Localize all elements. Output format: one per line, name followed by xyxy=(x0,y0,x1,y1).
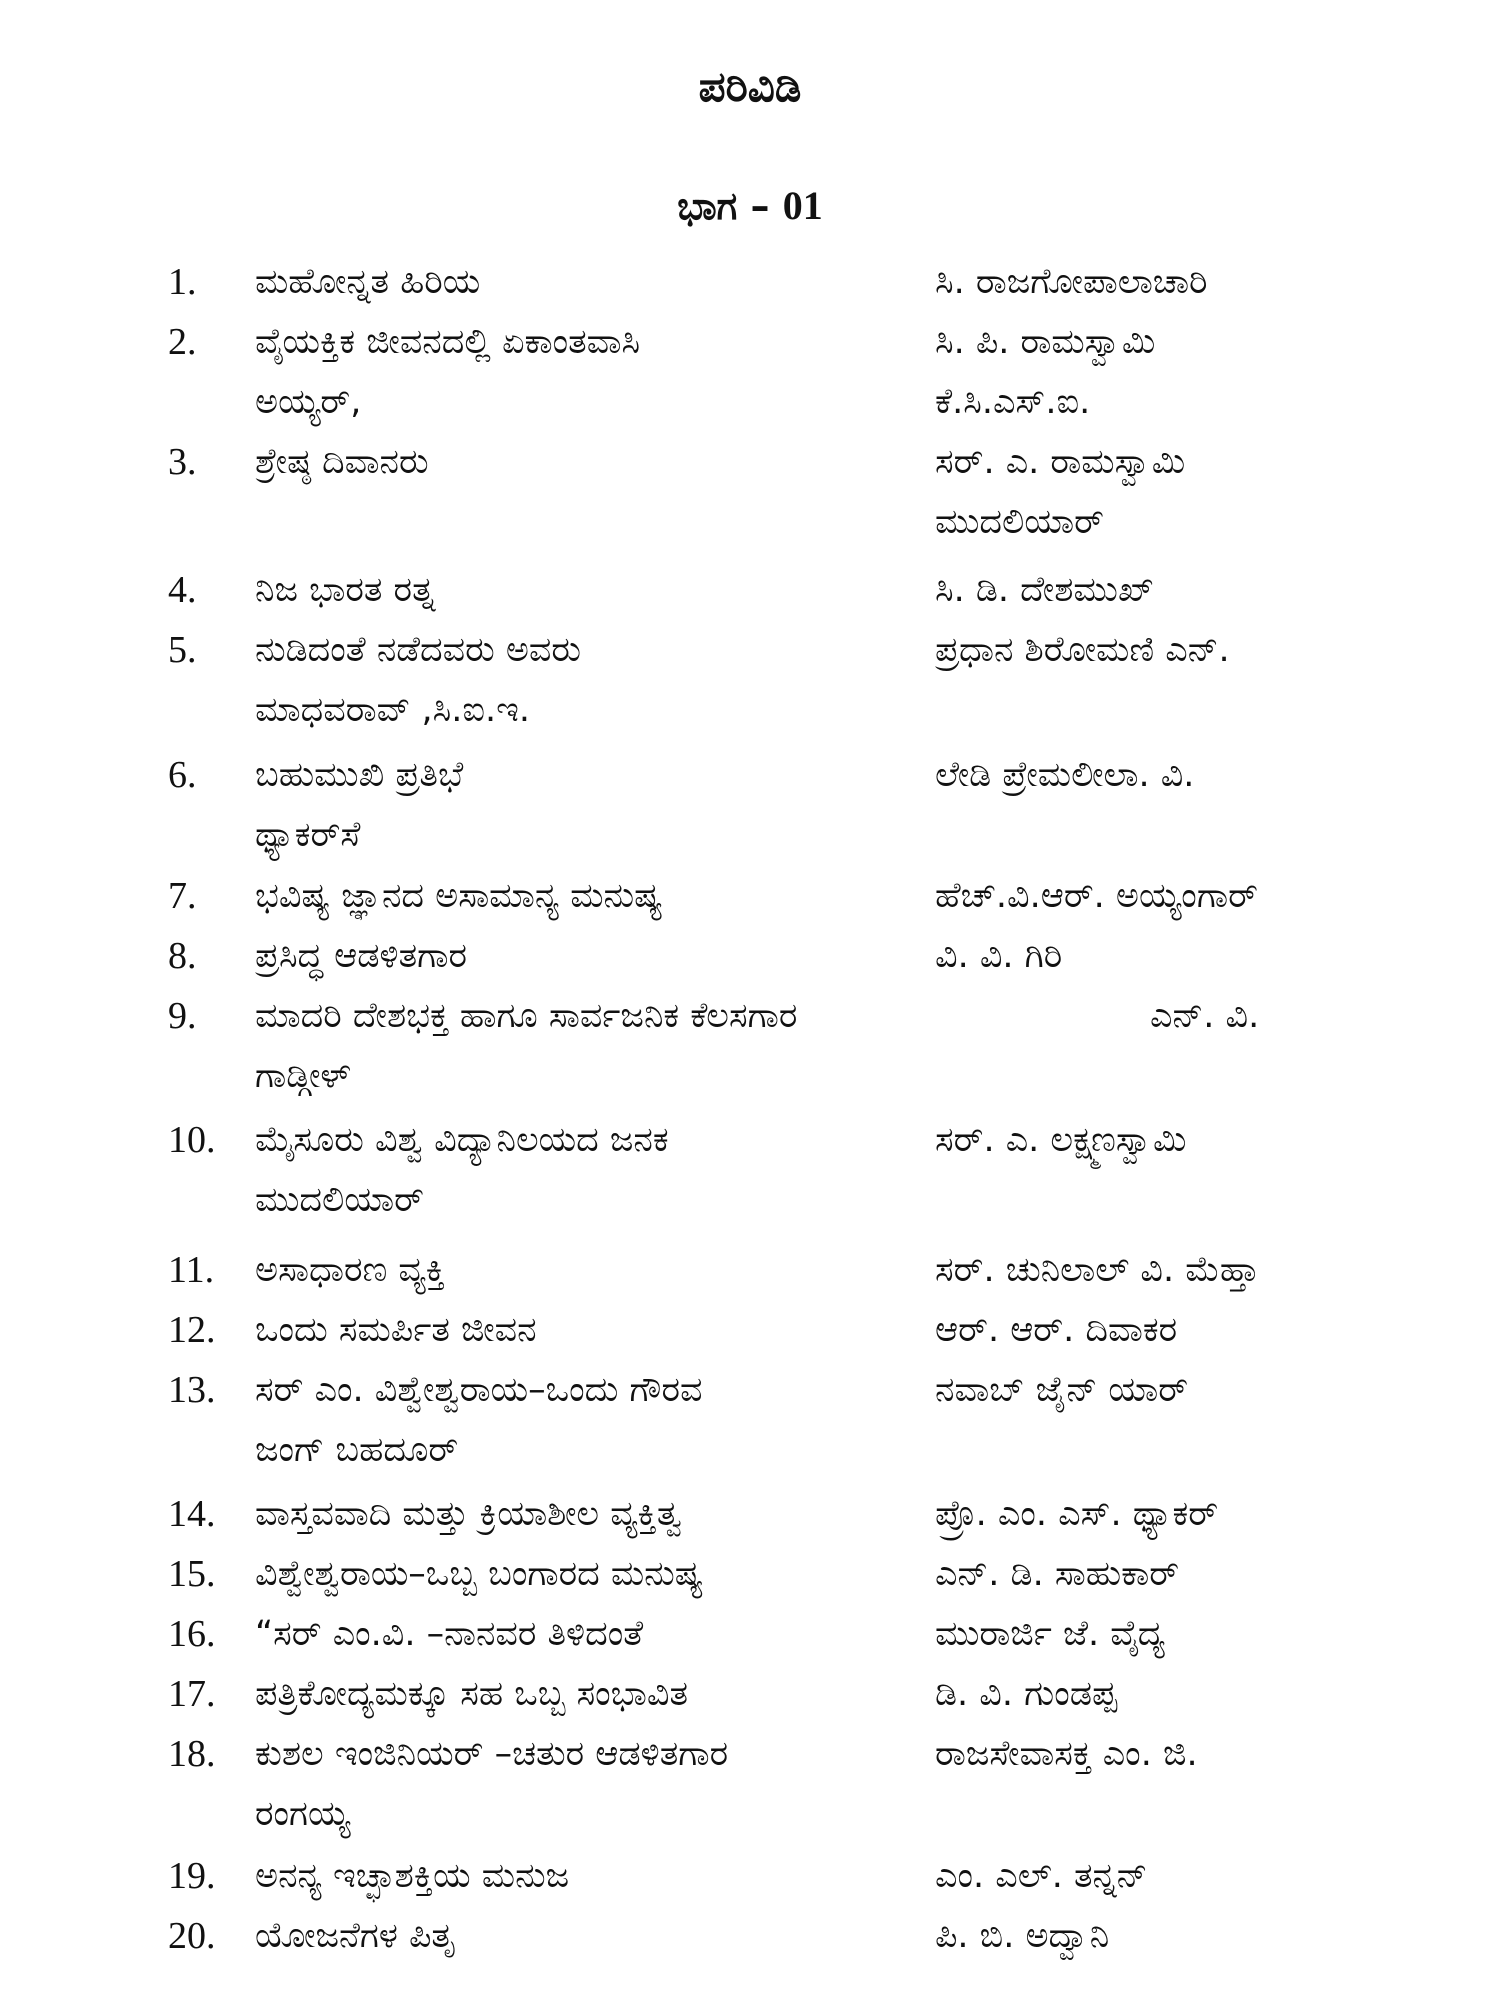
entry-number: 17. xyxy=(168,1673,216,1715)
entry-number: 4. xyxy=(168,569,197,611)
entry-title: ಕುಶಲ ಇಂಜಿನಿಯರ್ –ಚತುರ ಆಡಳಿತಗಾರ xyxy=(255,1734,729,1774)
toc-entry xyxy=(0,926,1500,986)
part-dash: – xyxy=(750,184,770,228)
toc-entry xyxy=(0,432,1500,492)
entry-title: ಶ್ರೇಷ್ಠ ದಿವಾನರು xyxy=(255,442,429,482)
entry-title: ಅಸಾಧಾರಣ ವ್ಯಕ್ತಿ xyxy=(255,1250,446,1290)
toc-entry xyxy=(0,1360,1500,1420)
part-heading xyxy=(0,182,1500,229)
entry-number: 3. xyxy=(168,441,197,483)
toc-entry xyxy=(0,1906,1500,1966)
toc-entry xyxy=(0,745,1500,805)
toc-entry-continuation xyxy=(0,805,1500,865)
entry-title: ಒಂದು ಸಮರ್ಪಿತ ಜೀವನ xyxy=(255,1310,537,1350)
entry-title: ಯೋಜನೆಗಳ ಪಿತೃ xyxy=(255,1916,457,1956)
toc-entry xyxy=(0,620,1500,680)
entry-number: 12. xyxy=(168,1309,216,1351)
toc-entry xyxy=(0,1664,1500,1724)
entry-author: ಸಿ. ಡಿ. ದೇಶಮುಖ್ xyxy=(935,570,1155,610)
entry-author: ಲೇಡಿ ಪ್ರೇಮಲೀಲಾ. ವಿ. xyxy=(935,755,1195,795)
entry-title: ಸರ್ ಎಂ. ವಿಶ್ವೇಶ್ವರಾಯ–ಒಂದು ಗೌರವ xyxy=(255,1370,703,1410)
entry-author: ಎನ್. ವಿ. xyxy=(1150,996,1260,1036)
entry-number: 7. xyxy=(168,875,197,917)
entry-author: ಡಿ. ವಿ. ಗುಂಡಪ್ಪ xyxy=(935,1674,1118,1714)
toc-entry xyxy=(0,866,1500,926)
entry-title: ನಿಜ ಭಾರತ ರತ್ನ xyxy=(255,570,436,610)
entry-title: ನುಡಿದಂತೆ ನಡೆದವರು ಅವರು xyxy=(255,630,582,670)
entry-number: 13. xyxy=(168,1369,216,1411)
toc-entry xyxy=(0,1724,1500,1784)
entry-number: 11. xyxy=(168,1249,215,1291)
toc-entry xyxy=(0,986,1500,1046)
page-title: ಪರಿವಿಡಿ xyxy=(698,62,802,111)
entry-title: “ಸರ್ ಎಂ.ವಿ. –ನಾನವರ ತಿಳಿದಂತೆ xyxy=(255,1614,644,1654)
entry-title-continued: ಥ್ಯಾಕರ್‌ಸೆ xyxy=(255,815,361,855)
entry-number: 5. xyxy=(168,629,197,671)
entry-number: 15. xyxy=(168,1553,216,1595)
entry-title-continued: ಮಾಧವರಾವ್ ,ಸಿ.ಐ.ಇ. xyxy=(255,690,531,730)
toc-entry xyxy=(0,1846,1500,1906)
entry-title: ಭವಿಷ್ಯ ಜ್ಞಾನದ ಅಸಾಮಾನ್ಯ ಮನುಷ್ಯ xyxy=(255,876,663,916)
entry-author: ಸಿ. ಪಿ. ರಾಮಸ್ವಾಮಿ xyxy=(935,322,1156,362)
toc-entry xyxy=(0,1484,1500,1544)
toc-entry xyxy=(0,1604,1500,1664)
entry-author: ಸರ್. ಚುನಿಲಾಲ್ ವಿ. ಮೆಹ್ತಾ xyxy=(935,1250,1260,1290)
toc-entry xyxy=(0,252,1500,312)
entry-number: 10. xyxy=(168,1119,216,1161)
entry-title-continued: ಮುದಲಿಯಾರ್ xyxy=(255,1180,425,1220)
entry-author: ಎನ್. ಡಿ. ಸಾಹುಕಾರ್ xyxy=(935,1554,1180,1594)
toc-entry xyxy=(0,1240,1500,1300)
entry-number: 16. xyxy=(168,1613,216,1655)
entry-author: ಸಿ. ರಾಜಗೋಪಾಲಾಚಾರಿ xyxy=(935,262,1208,302)
toc-entry-continuation xyxy=(0,680,1500,740)
entry-title: ಮಾದರಿ ದೇಶಭಕ್ತ ಹಾಗೂ ಸಾರ್ವಜನಿಕ ಕೆಲಸಗಾರ xyxy=(255,996,798,1036)
entry-author: ಪಿ. ಬಿ. ಅದ್ವಾನಿ xyxy=(935,1916,1110,1956)
entry-title-continued: ಗಾಡ್ಗೀಳ್ xyxy=(255,1056,351,1096)
entry-author: ವಿ. ವಿ. ಗಿರಿ xyxy=(935,936,1063,976)
toc-entry xyxy=(0,560,1500,620)
entry-number: 1. xyxy=(168,261,197,303)
entry-number: 14. xyxy=(168,1493,216,1535)
entry-number: 9. xyxy=(168,995,197,1037)
part-label: ಭಾಗ xyxy=(677,184,738,228)
entry-title: ಪತ್ರಿಕೋದ್ಯಮಕ್ಕೂ ಸಹ ಒಬ್ಬ ಸಂಭಾವಿತ xyxy=(255,1674,689,1714)
entry-title: ಮೈಸೂರು ವಿಶ್ವ ವಿದ್ಯಾನಿಲಯದ ಜನಕ xyxy=(255,1120,669,1160)
entry-title: ವಿಶ್ವೇಶ್ವರಾಯ–ಒಬ್ಬ ಬಂಗಾರದ ಮನುಷ್ಯ xyxy=(255,1554,704,1594)
toc-entry-continuation xyxy=(0,372,1500,432)
toc-entry xyxy=(0,1544,1500,1604)
toc-entry-continuation xyxy=(0,1046,1500,1106)
entry-author: ರಾಜಸೇವಾಸಕ್ತ ಎಂ. ಜಿ. xyxy=(935,1734,1198,1774)
entry-title-continued: ರಂಗಯ್ಯ xyxy=(255,1794,351,1834)
toc-entry-continuation xyxy=(0,492,1500,552)
entry-author: ನವಾಬ್ ಜೈನ್ ಯಾರ್ xyxy=(935,1370,1189,1410)
entry-author: ಮುರಾರ್ಜಿ ಜೆ. ವೈದ್ಯ xyxy=(935,1614,1166,1654)
entry-title-continued: ಅಯ್ಯರ್, xyxy=(255,382,362,422)
entry-number: 20. xyxy=(168,1915,216,1957)
toc-entry xyxy=(0,1300,1500,1360)
toc-entry-continuation xyxy=(0,1784,1500,1844)
entry-title: ಮಹೋನ್ನತ ಹಿರಿಯ xyxy=(255,262,481,302)
entry-author: ಸರ್. ಎ. ಲಕ್ಷ್ಮಣಸ್ವಾಮಿ xyxy=(935,1120,1187,1160)
entry-author-continued: ಮುದಲಿಯಾರ್ xyxy=(935,502,1105,542)
entry-author: ಹೆಚ್.ವಿ.ಆರ್. ಅಯ್ಯಂಗಾರ್ xyxy=(935,876,1258,916)
entry-author: ಸರ್. ಎ. ರಾಮಸ್ವಾಮಿ xyxy=(935,442,1186,482)
entry-author: ಎಂ. ಎಲ್. ತನ್ನನ್ xyxy=(935,1856,1148,1896)
entry-title: ಬಹುಮುಖಿ ಪ್ರತಿಭೆ xyxy=(255,755,464,795)
entry-author: ಆರ್. ಆರ್. ದಿವಾಕರ xyxy=(935,1310,1178,1350)
entry-number: 2. xyxy=(168,321,197,363)
toc-entry-continuation xyxy=(0,1420,1500,1480)
entry-number: 18. xyxy=(168,1733,216,1775)
entry-title: ವೈಯಕ್ತಿಕ ಜೀವನದಲ್ಲಿ ಏಕಾಂತವಾಸಿ xyxy=(255,322,641,362)
toc-entry xyxy=(0,1110,1500,1170)
entry-number: 8. xyxy=(168,935,197,977)
entry-author-continued: ಕೆ.ಸಿ.ಎಸ್.ಐ. xyxy=(935,382,1091,422)
entry-author: ಪ್ರೊ. ಎಂ. ಎಸ್. ಥ್ಯಾಕರ್ xyxy=(935,1494,1219,1534)
toc-entry-continuation xyxy=(0,1170,1500,1230)
entry-title: ವಾಸ್ತವವಾದಿ ಮತ್ತು ಕ್ರಿಯಾಶೀಲ ವ್ಯಕ್ತಿತ್ವ xyxy=(255,1494,682,1534)
entry-number: 6. xyxy=(168,754,197,796)
entry-author: ಪ್ರಧಾನ ಶಿರೋಮಣಿ ಎನ್. xyxy=(935,630,1230,670)
part-number: 01 xyxy=(782,183,823,228)
entry-number: 19. xyxy=(168,1855,216,1897)
entry-title: ಅನನ್ಯ ಇಚ್ಛಾಶಕ್ತಿಯ ಮನುಜ xyxy=(255,1856,570,1896)
toc-entry xyxy=(0,312,1500,372)
entry-title: ಪ್ರಸಿದ್ಧ ಆಡಳಿತಗಾರ xyxy=(255,936,467,976)
entry-title-continued: ಜಂಗ್ ಬಹದೂರ್ xyxy=(255,1430,459,1470)
